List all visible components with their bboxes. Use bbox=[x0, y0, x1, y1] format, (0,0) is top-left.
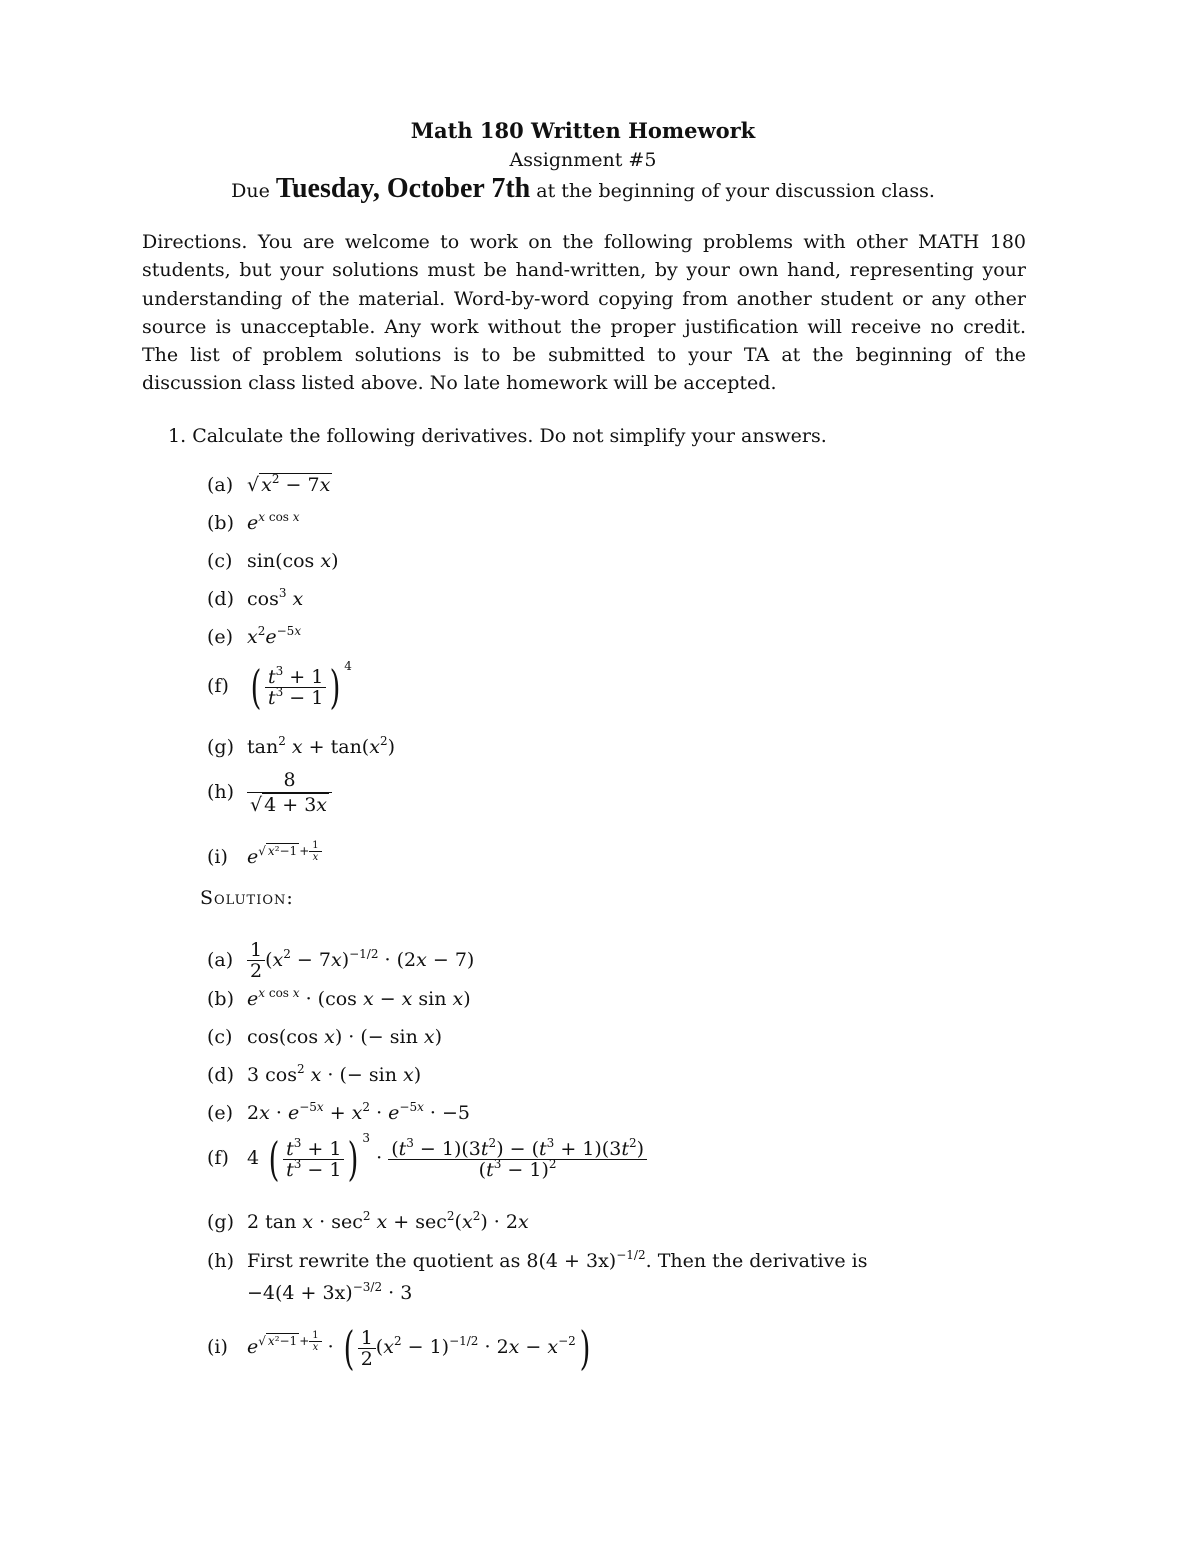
sol-h-line2: −4(4 + 3x) bbox=[247, 1282, 353, 1304]
due-suffix: at the beginning of your discussion class. bbox=[536, 180, 935, 202]
problem-d: (d) $\cos^3 x$ bbox=[207, 585, 303, 613]
problem-1-prompt bbox=[168, 422, 827, 450]
header bbox=[0, 116, 1166, 206]
label-h: (h) bbox=[207, 780, 235, 803]
sol-label-c: (c) bbox=[207, 1026, 233, 1048]
sol-label-e: (e) bbox=[207, 1102, 234, 1124]
problem-e: (e) $x^2e^{-5x}$ bbox=[207, 623, 301, 651]
sol-label-b: (b) bbox=[207, 988, 234, 1010]
sol-label-i: (i) bbox=[207, 1336, 228, 1358]
label-g: (g) bbox=[207, 736, 234, 758]
solution-h bbox=[207, 1247, 867, 1275]
solution-i: (i) $e^{√ x^2-1 + \frac{1}{x}}$ · ( $\frac{1}{2}$ $(x^2 - 1)^{-1/2} \cdot 2x - x^{-2}$) bbox=[207, 1321, 591, 1375]
assignment-number: Assignment #5 bbox=[509, 149, 657, 171]
sol-label-f: (f) bbox=[207, 1147, 229, 1169]
problem-number: 1. bbox=[168, 425, 187, 447]
label-i: (i) bbox=[207, 846, 228, 868]
label-e: (e) bbox=[207, 626, 234, 648]
solution-g: (g) 2 $\tan x \cdot \sec^2 x + \sec^2(x^2) \cdot 2x$ bbox=[207, 1208, 529, 1236]
sol-label-a: (a) bbox=[207, 948, 234, 971]
sol-h-exp2: −3/2 bbox=[352, 1280, 383, 1294]
document-title: Math 180 Written Homework bbox=[410, 118, 756, 143]
label-b: (b) bbox=[207, 512, 234, 534]
solution-h-line2 bbox=[247, 1279, 412, 1307]
problem-a: (a) √ $x^2 - 7x$ bbox=[207, 471, 332, 499]
solution-a: (a) $\frac{1}{2}$ $(x^2 - 7x)^{-1/2} \cdot (2x - 7)$ bbox=[207, 939, 475, 982]
label-c: (c) bbox=[207, 550, 233, 572]
sol-label-h: (h) bbox=[207, 1250, 235, 1272]
solution-b: (b) $e^{x cos x} \cdot (\cos$ x − x sin x) bbox=[207, 985, 471, 1013]
directions-paragraph: Directions. You are welcome to work on the following problems with other MATH 180 students, but your solutions must be hand-written, by your own hand, representing your understanding of the material. Word-by-word copying from another student or any other source is unacceptable. Any work without the proper justification will receive no credit. The list of problem solutions is to be submitted to your TA at the beginning of the discussion class listed above. No late homework will be accepted. bbox=[142, 231, 1026, 395]
sol-h-text2: . Then the derivative is bbox=[645, 1250, 868, 1272]
solution-heading: Solution: bbox=[200, 887, 294, 909]
due-line bbox=[0, 174, 1166, 206]
problem-b: (b) $e^{x cos x}$ bbox=[207, 509, 300, 537]
label-d: (d) bbox=[207, 588, 234, 610]
solution-d: (d) 3 $\cos^2 x$ · (− sin x) bbox=[207, 1061, 421, 1089]
sol-label-d: (d) bbox=[207, 1064, 234, 1086]
sol-h-exp1: −1/2 bbox=[616, 1248, 646, 1262]
solution-f: (f) 4 ( $\frac{t^3 + 1}{t^3 - 1}$ ) $^3$ · $\frac{(t^3 - 1)(3t^2) - (t^3 + 1)(3t^2)}{(t^3 - 1)^2}$ bbox=[207, 1136, 647, 1182]
solution-c: (c) cos(cos x) · (− sin x) bbox=[207, 1023, 442, 1051]
problem-text: Calculate the following derivatives. Do not simplify your answers. bbox=[192, 425, 827, 447]
label-f: (f) bbox=[207, 675, 229, 697]
due-date: Tuesday, October 7th bbox=[275, 173, 531, 204]
label-a: (a) bbox=[207, 474, 234, 496]
problem-c: (c) sin(cos x) bbox=[207, 547, 339, 575]
problem-h: (h) $\frac{8}{√ 4 + 3x}$ bbox=[207, 768, 332, 817]
sol-label-g: (g) bbox=[207, 1211, 234, 1233]
problem-f: (f) ( $\frac{t^3 + 1}{t^3 - 1}$ ) $^4$ bbox=[207, 659, 352, 714]
sol-h-text1: First rewrite the quotient as 8(4 + 3x) bbox=[247, 1250, 617, 1272]
problem-i: (i) $e^{√ x^2-1 + \frac{1}{x}}$ bbox=[207, 840, 322, 871]
sol-h-line2-tail: · 3 bbox=[382, 1282, 413, 1304]
due-prefix: Due bbox=[231, 180, 270, 202]
solution-e: (e) $2x \cdot e^{-5x} + x^2 \cdot e^{-5x} \cdot -5$ bbox=[207, 1099, 470, 1127]
problem-g: (g) $\tan^2 x + \tan(x^2)$ bbox=[207, 733, 395, 761]
